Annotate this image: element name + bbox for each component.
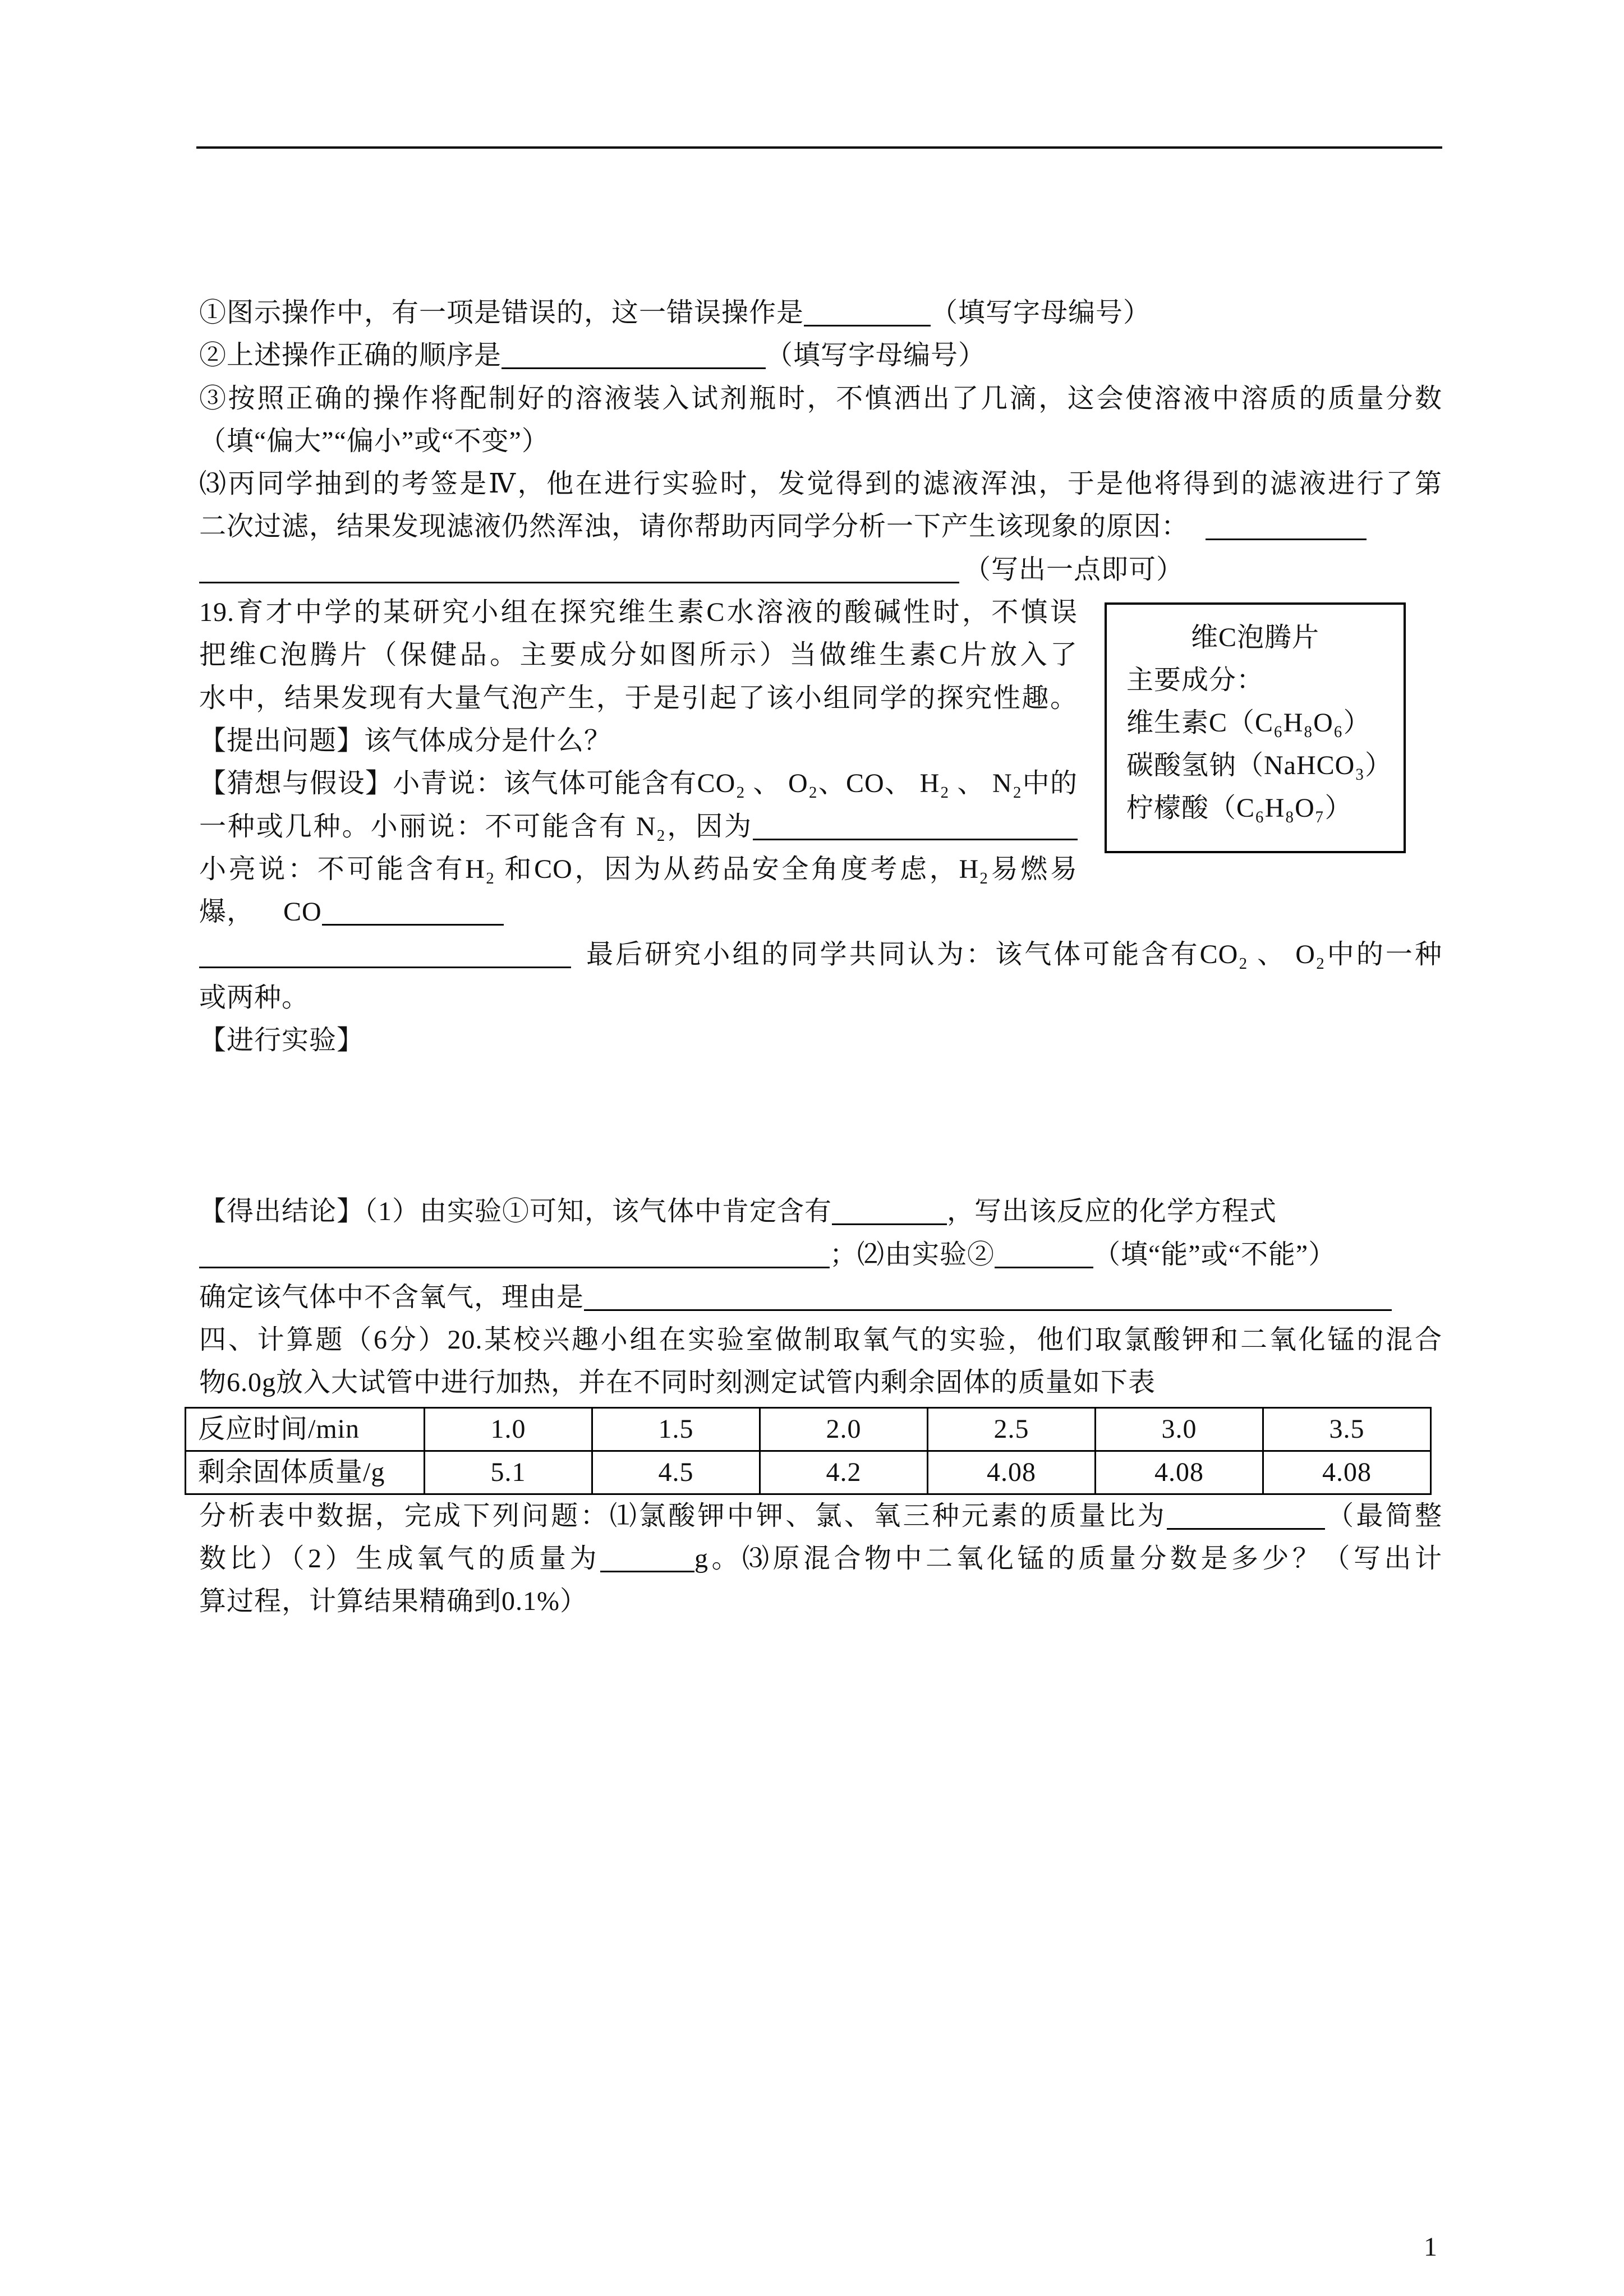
section4-question-line-2 (199, 1538, 1442, 1580)
ingredient-item: 维生素C（C₆H₈O₆） (1126, 708, 1371, 738)
ingredient-item: 柠檬酸（C₆H₈O₇） (1126, 793, 1352, 823)
conclusion-text-2b: （填“能”或“不能”） (1093, 1239, 1336, 1269)
hypothesis-text-2: 一种或几种。小丽说：不可能含有 N₂，因为 (199, 811, 753, 841)
conclusion-text-1b: ，写出该反应的化学方程式 (947, 1197, 1277, 1227)
ingredient-item: 碳酸氢钠（NaHCO₃） (1126, 751, 1393, 780)
filtration-line-3 (199, 549, 1442, 591)
prep-item-1 (199, 292, 1442, 334)
table-cell: 4.08 (1263, 1451, 1431, 1494)
supplement-subtitle: 主要成分： (1126, 665, 1264, 695)
table-cell: 4.5 (592, 1451, 760, 1494)
experiment-heading: 【进行实验】 (199, 1025, 365, 1056)
conclusion-text-3: 确定该气体中不含氧气，理由是 (199, 1282, 585, 1312)
table-cell: 3.0 (1096, 1407, 1263, 1451)
section4-text-1: 四、计算题（6分）20.某校兴趣小组在实验室做制取氧气的实验，他们取氯酸钾和二氧化锰的混合 (199, 1325, 1442, 1355)
table-cell: 1.0 (425, 1407, 592, 1451)
row-label: 剩余固体质量/g (186, 1451, 425, 1494)
prep-item-3-text: ③按照正确的操作将配制好的溶液装入试剂瓶时，不慎洒出了几滴，这会使溶液中溶质的质量分数 (199, 383, 1442, 413)
data-table (185, 1407, 1432, 1495)
q19-intro-text-3: 水中，结果发现有大量气泡产生，于是引起了该小组同学的探究性趣。 (199, 683, 1078, 713)
section4-question-text-3: 算过程，计算结果精确到0.1%） (199, 1586, 587, 1617)
section4-question-line-1 (199, 1495, 1442, 1538)
answer-blank (199, 581, 959, 583)
table-row (186, 1407, 1431, 1451)
prep-item-1-text: ①图示操作中，有一项是错误的，这一错误操作是 (199, 298, 804, 328)
filtration-text-1: ⑶丙同学抽到的考签是Ⅳ，他在进行实验时，发觉得到的滤液浑浊，于是他将得到的滤液进行了第 (199, 469, 1442, 499)
answer-blank (804, 324, 931, 326)
conclusion-text-1: 【得出结论】（1）由实验①可知，该气体中肯定含有 (199, 1197, 832, 1227)
q19-intro-line-2 (199, 634, 1078, 677)
hypothesis-line-4 (199, 891, 1078, 933)
section4-question-text-1b: （最简整 (1324, 1501, 1442, 1531)
prep-item-1-hint: （填写字母编号） (931, 298, 1151, 328)
answer-blank (600, 1570, 694, 1572)
q19-intro-text-2: 把维C泡腾片（保健品。主要成分如图所示）当做维生素C片放入了 (199, 640, 1078, 670)
q19-intro-text-1: 19.育才中学的某研究小组在探究维生素C水溶液的酸碱性时，不慎误 (199, 597, 1078, 628)
page-number: 1 (1424, 2232, 1438, 2262)
header-rule (196, 146, 1442, 149)
section4-question-text-2: 数比）（2）生成氧气的质量为 (199, 1544, 600, 1574)
answer-blank (584, 1309, 1392, 1311)
filtration-line-1 (199, 463, 1442, 505)
prep-item-2-hint: （填写字母编号） (766, 341, 986, 371)
page-body (199, 292, 1442, 1623)
section4-line-2 (199, 1361, 1442, 1404)
q19-question-line (199, 720, 1078, 762)
table-row (186, 1451, 1431, 1494)
table-cell: 3.5 (1263, 1407, 1431, 1451)
section4-question-text-2b: g。⑶原混合物中二氧化锰的质量分数是多少？（写出计 (694, 1544, 1442, 1574)
table-cell: 5.1 (425, 1451, 592, 1494)
supplement-info-box (1105, 602, 1406, 853)
answer-blank (502, 367, 766, 369)
conclusion-line-3 (199, 1276, 1442, 1319)
prep-item-3-line-2 (199, 420, 1442, 463)
prep-item-2 (199, 334, 1442, 377)
conclusion-text-2: ；⑵由实验② (830, 1239, 995, 1269)
table-cell: 2.5 (928, 1407, 1096, 1451)
table-cell: 4.08 (1096, 1451, 1263, 1494)
answer-blank (1167, 1527, 1325, 1530)
hypothesis-text-6: 或两种。 (199, 982, 310, 1013)
section4-text-2: 物6.0g放入大试管中进行加热，并在不同时刻测定试管内剩余固体的质量如下表 (199, 1368, 1156, 1398)
filtration-line-2 (199, 505, 1442, 548)
row-label: 反应时间/min (186, 1407, 425, 1451)
conclusion-line-1 (199, 1190, 1442, 1233)
prep-item-2-text: ②上述操作正确的顺序是 (199, 341, 502, 371)
hypothesis-text-1: 【猜想与假设】小青说：该气体可能含有CO₂ 、 O₂、CO、 H₂ 、 N₂中的 (199, 769, 1078, 799)
answer-blank (832, 1223, 947, 1225)
blank-space (199, 1062, 1442, 1190)
prep-item-3-hint: （填“偏大”“偏小”或“不变”） (199, 426, 549, 456)
hypothesis-text-3: 小亮说：不可能含有H₂ 和CO，因为从药品安全角度考虑，H₂易燃易 (199, 854, 1078, 884)
answer-blank (322, 923, 504, 926)
hypothesis-line-1 (199, 762, 1078, 805)
section4-question-text-1: 分析表中数据，完成下列问题：⑴氯酸钾中钾、氯、氧三种元素的质量比为 (199, 1501, 1167, 1531)
experiment-heading-line (199, 1019, 1442, 1062)
hypothesis-text-4: 爆， CO (199, 897, 322, 927)
answer-blank (199, 966, 571, 968)
table-cell: 2.0 (760, 1407, 928, 1451)
hypothesis-line-2 (199, 806, 1078, 848)
q19-intro-line-3 (199, 677, 1078, 720)
table-cell: 1.5 (592, 1407, 760, 1451)
filtration-text-2: 二次过滤，结果发现滤液仍然浑浊，请你帮助丙同学分析一下产生该现象的原因： (199, 512, 1189, 542)
answer-blank (1206, 538, 1367, 540)
table-cell: 4.08 (928, 1451, 1096, 1494)
table-cell: 4.2 (760, 1451, 928, 1494)
answer-blank (753, 838, 1078, 840)
section4-question-line-3 (199, 1580, 1442, 1623)
q19-question: 【提出问题】该气体成分是什么？ (199, 725, 612, 756)
supplement-title: 维C泡腾片 (1190, 623, 1320, 652)
answer-blank (199, 1266, 830, 1268)
prep-item-3-line-1 (199, 378, 1442, 420)
hypothesis-line-3 (199, 848, 1078, 891)
hypothesis-line-5 (199, 933, 1442, 976)
hypothesis-text-5: 最后研究小组的同学共同认为：该气体可能含有CO₂ 、 O₂中的一种 (585, 940, 1442, 970)
section4-line-1 (199, 1319, 1442, 1361)
hypothesis-line-6 (199, 977, 1442, 1019)
conclusion-line-2 (199, 1234, 1442, 1276)
answer-blank (995, 1266, 1093, 1268)
filtration-hint: （写出一点即可） (964, 554, 1184, 585)
q19-intro-line-1 (199, 591, 1078, 634)
